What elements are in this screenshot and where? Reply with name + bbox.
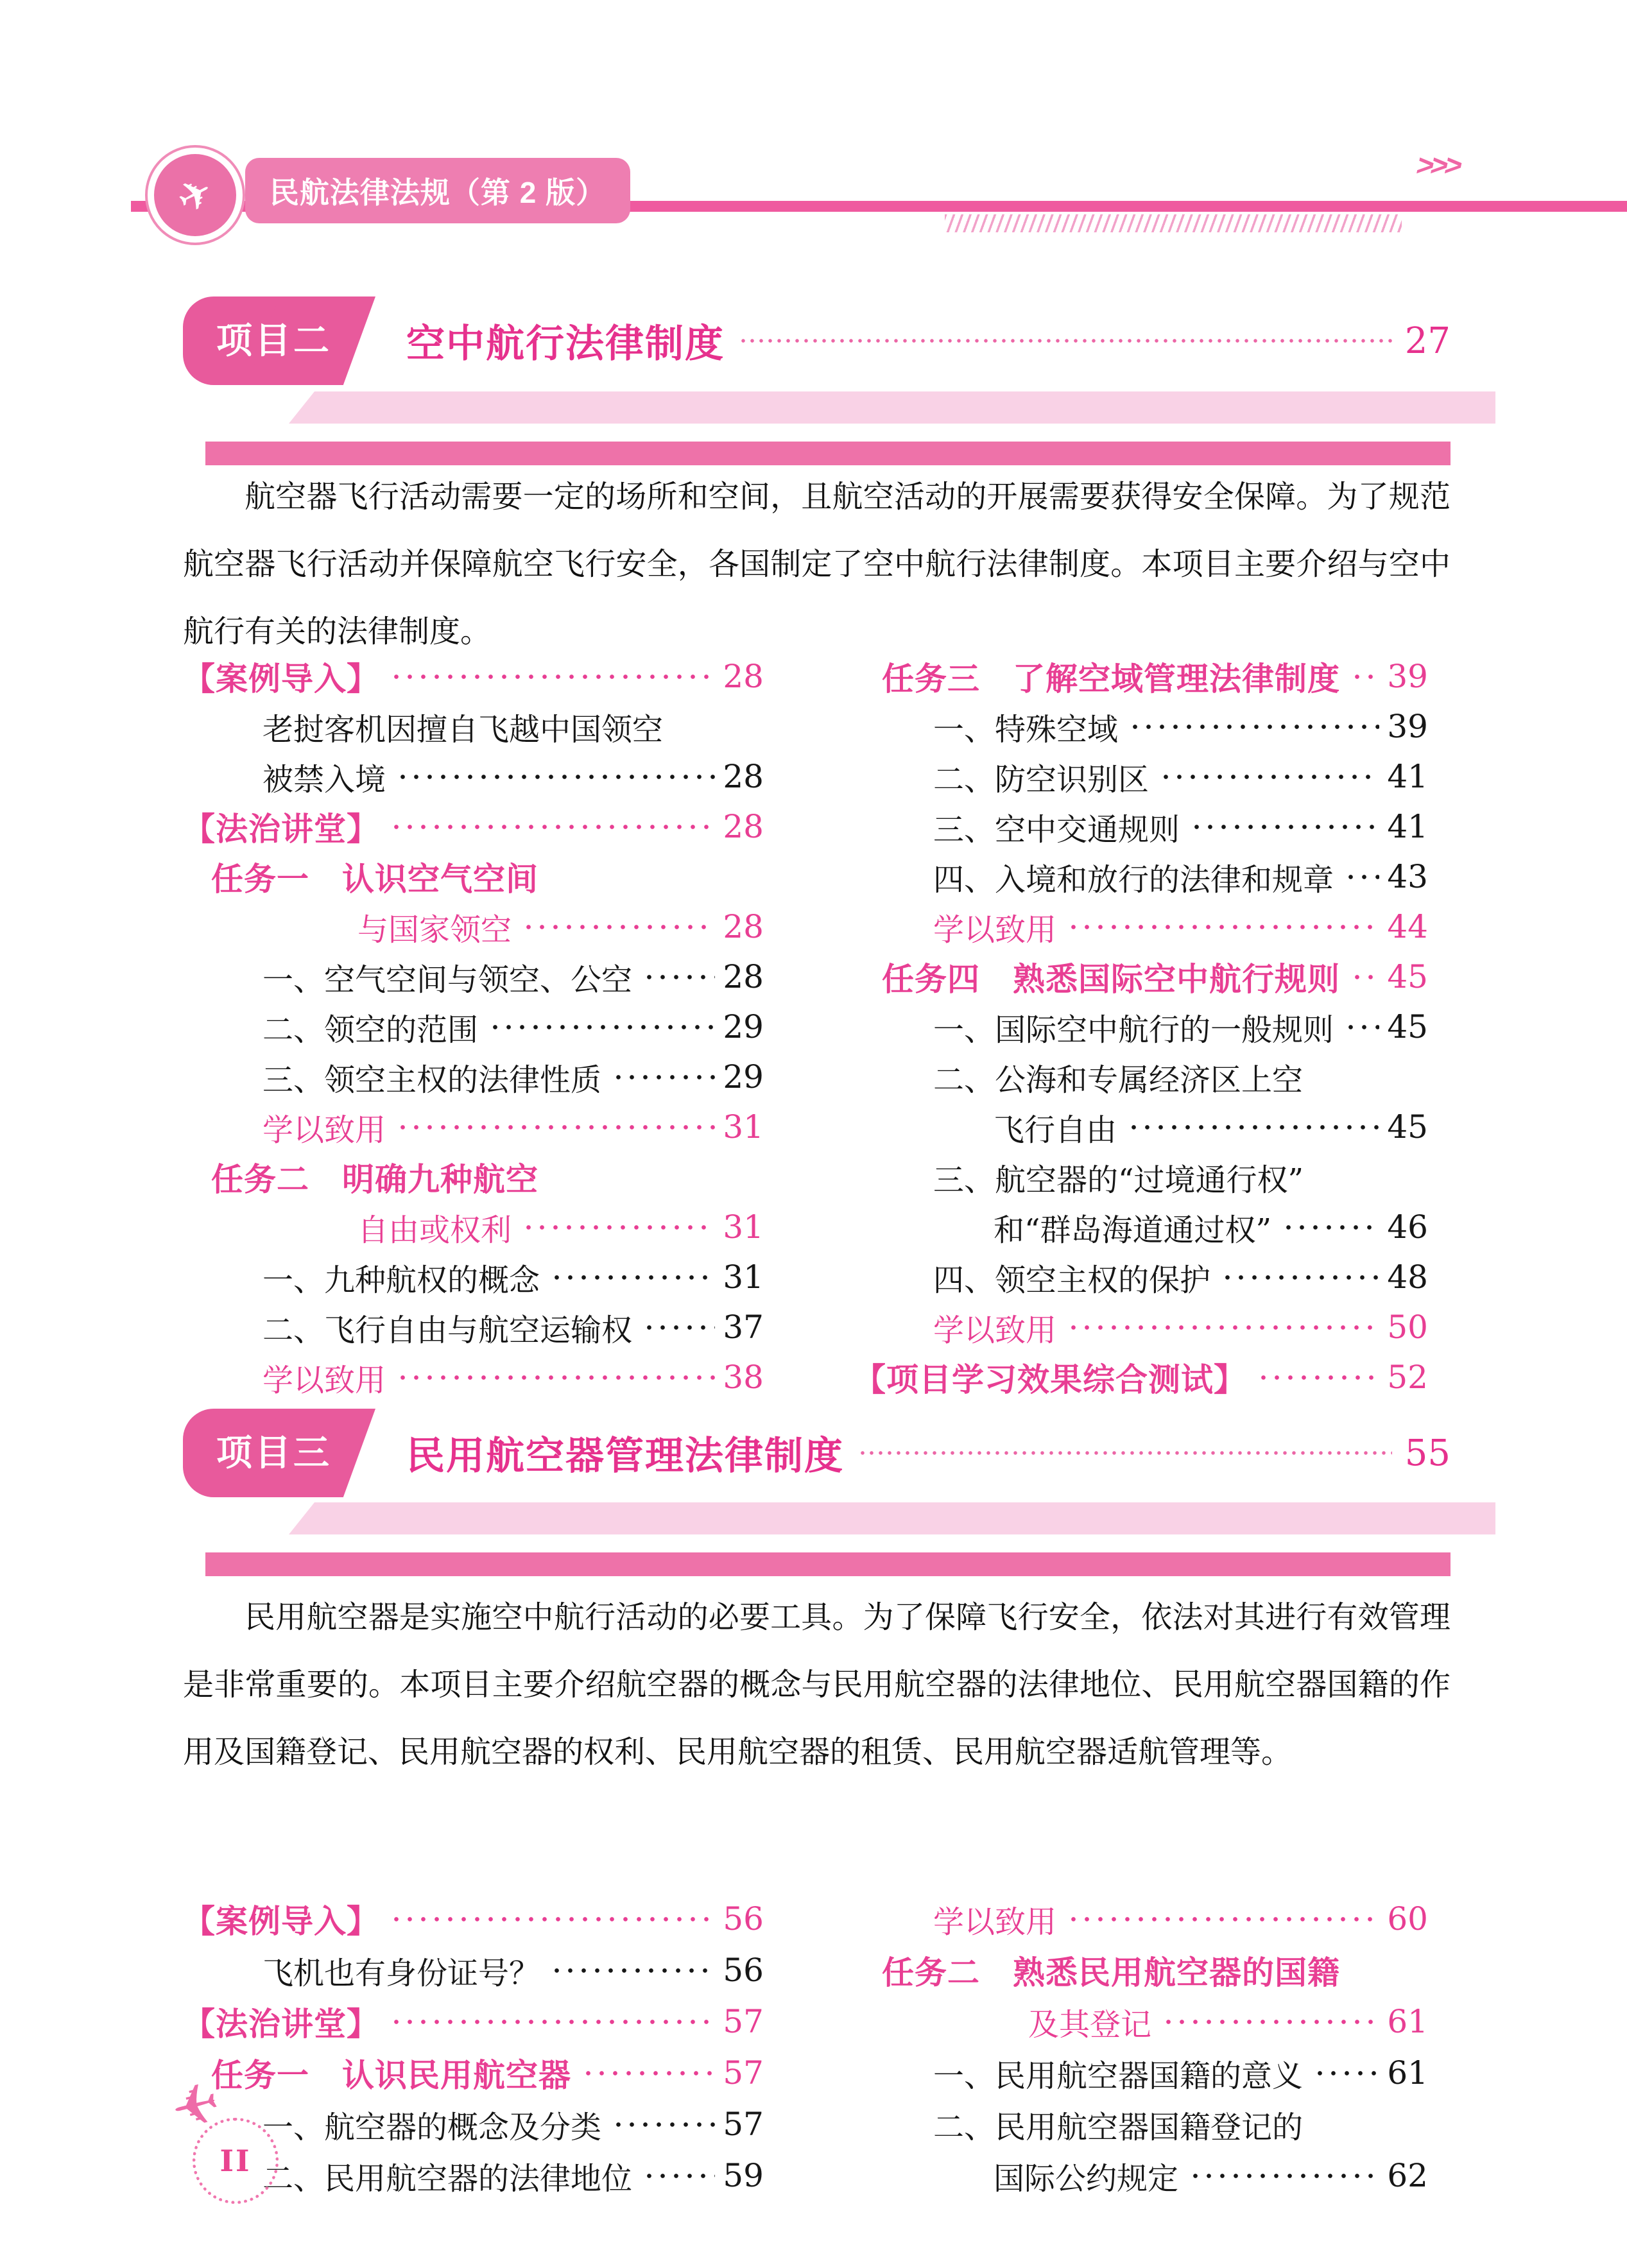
dot-leader <box>1219 1252 1379 1302</box>
toc-entry <box>854 1202 1428 1252</box>
project-badge <box>183 1409 377 1497</box>
dot-leader <box>1349 651 1379 701</box>
airplane-icon <box>170 169 220 221</box>
toc-grid <box>183 1893 1428 2201</box>
toc-entry <box>183 701 764 752</box>
toc-entry-page: 57 <box>723 2054 764 2092</box>
header-logo <box>145 145 245 245</box>
toc-entry-label: 一、特殊空域 <box>933 711 1119 748</box>
toc-entry-label: 三、空中交通规则 <box>933 811 1180 848</box>
toc-column-right <box>854 1893 1428 2201</box>
toc-entry-label: 三、航空器的“过境通行权” <box>933 1162 1304 1198</box>
toc-entry-page: 59 <box>723 2157 764 2194</box>
toc-entry <box>183 1302 764 1352</box>
toc-entry <box>854 1996 1428 2047</box>
dot-leader <box>521 1202 715 1252</box>
toc-entry-label: 和“群岛海道通过权” <box>994 1212 1272 1248</box>
toc-entry <box>854 1002 1428 1052</box>
toc-entry-page: 45 <box>1387 1108 1428 1146</box>
toc-entry <box>854 701 1428 752</box>
dot-leader <box>1065 1302 1379 1352</box>
toc-entry-page: 31 <box>723 1259 764 1296</box>
toc-entry-page: 28 <box>723 808 764 845</box>
decor-band-light <box>289 391 1495 424</box>
toc-column-left <box>183 651 764 1402</box>
toc-entry <box>854 1352 1428 1402</box>
toc-entry <box>854 1052 1428 1102</box>
toc-entry <box>183 752 764 802</box>
decor-bar <box>205 442 1451 465</box>
toc-entry-label: 学以致用 <box>933 1905 1057 1939</box>
toc-entry <box>854 1102 1428 1152</box>
header-logo-circle <box>154 154 236 236</box>
toc-entry-label: 【法治讲堂】 <box>183 811 379 847</box>
toc-entry-label: 二、防空识别区 <box>933 761 1149 798</box>
decor-band-light <box>289 1502 1495 1534</box>
toc-entry <box>183 1202 764 1252</box>
dot-leader <box>857 1409 1392 1497</box>
toc-entry <box>854 902 1428 952</box>
dot-leader <box>1187 2150 1379 2201</box>
toc-entry-label: 被禁入境 <box>263 761 386 798</box>
toc-entry <box>854 802 1428 852</box>
dot-leader <box>487 1002 715 1052</box>
toc-entry-page: 41 <box>1387 808 1428 845</box>
project-badge-label: 项目二 <box>216 320 332 361</box>
toc-entry-page: 43 <box>1387 858 1428 895</box>
section-intro: 航空器飞行活动需要一定的场所和空间，且航空活动的开展需要获得安全保障。为了规范航空器飞行活动并保障航空飞行安全，各国制定了空中航行法律制度。本项目主要介绍与空中航行有关的法律制度。 <box>183 479 1451 649</box>
dot-leader <box>1343 852 1379 902</box>
toc-entry <box>183 1152 764 1202</box>
toc-entry <box>854 2150 1428 2201</box>
dot-leader <box>1280 1202 1379 1252</box>
toc-entry-label: 一、航空器的概念及分类 <box>263 2109 602 2145</box>
toc-entry-label: 学以致用 <box>263 1113 386 1147</box>
toc-entry-label: 自由或权利 <box>357 1213 512 1248</box>
toc-entry <box>854 1893 1428 1945</box>
toc-entry <box>854 752 1428 802</box>
dot-leader <box>395 1102 715 1152</box>
section-intro: 民用航空器是实施空中航行活动的必要工具。为了保障飞行安全，依法对其进行有效管理是非常重要的。本项目主要介绍航空器的概念与民用航空器的法律地位、民用航空器国籍的作用及国籍登记、民用航空器的权利、民用航空器的租赁、民用航空器适航管理等。 <box>183 1599 1451 1770</box>
toc-entry-label: 【案例导入】 <box>183 1903 379 1939</box>
toc-entry-label: 三、领空主权的法律性质 <box>263 1061 602 1098</box>
section-banner <box>183 296 1451 385</box>
toc-entry-label: 老挝客机因擅自飞越中国领空 <box>263 711 664 748</box>
toc-entry <box>183 852 764 902</box>
decor-bar <box>205 1552 1451 1576</box>
dot-leader <box>610 1052 715 1102</box>
toc-entry <box>183 2047 764 2099</box>
toc-entry <box>854 1302 1428 1352</box>
toc-entry-label: 四、入境和放行的法律和规章 <box>933 861 1334 898</box>
toc-entry <box>183 1996 764 2047</box>
toc-entry-label: 二、民用航空器国籍登记的 <box>933 2109 1304 2145</box>
toc-entry-label: 任务二 熟悉民用航空器的国籍 <box>882 1955 1340 1991</box>
dot-leader <box>549 1945 715 1996</box>
toc-entry-page: 31 <box>723 1208 764 1246</box>
toc-entry-page: 28 <box>723 758 764 795</box>
toc-entry-label: 一、民用航空器国籍的意义 <box>933 2058 1304 2094</box>
toc-entry-page: 29 <box>723 1058 764 1095</box>
toc-entry-page: 37 <box>723 1309 764 1346</box>
toc-entry-label: 一、空气空间与领空、公空 <box>263 961 633 998</box>
section-title: 空中航行法律制度 <box>406 322 725 365</box>
toc-entry-page: 60 <box>1387 1900 1428 1937</box>
toc-entry-label: 飞行自由 <box>994 1112 1117 1148</box>
dot-leader <box>388 651 715 701</box>
toc-entry-label: 二、领空的范围 <box>263 1011 479 1048</box>
toc-entry-page: 39 <box>1387 658 1428 695</box>
dot-leader <box>395 1352 715 1402</box>
dot-leader <box>1160 1996 1379 2047</box>
toc-entry-page: 44 <box>1387 908 1428 945</box>
toc-entry-label: 学以致用 <box>933 1313 1057 1348</box>
section-title: 民用航空器管理法律制度 <box>406 1434 844 1477</box>
toc-entry-label: 任务四 熟悉国际空中航行规则 <box>882 961 1340 997</box>
header-hatch-pattern <box>945 214 1402 232</box>
toc-entry <box>854 1945 1428 1996</box>
dot-leader <box>1255 1352 1379 1402</box>
dot-leader <box>1312 2047 1379 2099</box>
toc-entry-label: 一、国际空中航行的一般规则 <box>933 1011 1334 1048</box>
section-page-number: 55 <box>1404 1432 1451 1474</box>
project-badge-label: 项目三 <box>216 1432 332 1473</box>
toc-entry-page: 57 <box>723 2106 764 2143</box>
page-number-circle <box>193 2118 279 2204</box>
toc-entry-page: 61 <box>1387 2054 1428 2092</box>
toc-entry-label: 飞机也有身份证号？ <box>263 1955 540 1991</box>
toc-entry-label: 【案例导入】 <box>183 661 379 697</box>
toc-entry-page: 31 <box>723 1108 764 1146</box>
dot-leader <box>388 1996 715 2047</box>
toc-entry <box>183 651 764 701</box>
toc-entry <box>854 2099 1428 2150</box>
toc-entry-label: 【项目学习效果综合测试】 <box>854 1362 1246 1398</box>
toc-entry-page: 56 <box>723 1900 764 1937</box>
dot-leader <box>1126 1102 1379 1152</box>
dot-leader <box>641 952 715 1002</box>
dot-leader <box>1189 802 1379 852</box>
section-page-number: 27 <box>1404 320 1451 362</box>
toc-entry-label: 及其登记 <box>1028 2007 1152 2042</box>
toc-entry-page: 38 <box>723 1359 764 1396</box>
toc-entry-label: 一、九种航权的概念 <box>263 1262 540 1298</box>
toc-entry-page: 61 <box>1387 2003 1428 2040</box>
toc-entry-label: 与国家领空 <box>357 913 512 947</box>
toc-entry <box>183 952 764 1002</box>
project-badge <box>183 296 377 385</box>
page-number: II <box>220 2143 252 2178</box>
toc-entry-page: 45 <box>1387 1008 1428 1045</box>
dot-leader <box>1065 902 1379 952</box>
dot-leader <box>580 2047 715 2099</box>
toc-entry-label: 【法治讲堂】 <box>183 2006 379 2042</box>
toc-entry <box>183 902 764 952</box>
toc-entry-page: 45 <box>1387 958 1428 995</box>
dot-leader <box>388 802 715 852</box>
dot-leader <box>521 902 715 952</box>
dot-leader <box>1349 952 1379 1002</box>
toc-entry <box>854 852 1428 902</box>
toc-entry-label: 任务一 认识空气空间 <box>211 861 538 897</box>
toc-entry-page: 28 <box>723 958 764 995</box>
toc-column-right <box>854 651 1428 1402</box>
toc-entry-page: 39 <box>1387 708 1428 745</box>
toc-entry-page: 52 <box>1387 1359 1428 1396</box>
chevrons-decoration: >>> <box>1413 148 1463 182</box>
toc-entry-label: 任务一 认识民用航空器 <box>211 2058 571 2093</box>
toc-entry-page: 28 <box>723 658 764 695</box>
toc-entry-page: 29 <box>723 1008 764 1045</box>
dot-leader <box>549 1252 715 1302</box>
dot-leader <box>641 2150 715 2201</box>
toc-entry-page: 28 <box>723 908 764 945</box>
toc-entry <box>183 1352 764 1402</box>
toc-entry-page: 46 <box>1387 1208 1428 1246</box>
toc-entry-label: 任务二 明确九种航空 <box>211 1162 538 1198</box>
dot-leader <box>641 1302 715 1352</box>
toc-entry <box>183 1893 764 1945</box>
toc-entry-label: 二、民用航空器的法律地位 <box>263 2160 633 2197</box>
toc-entry-label: 任务三 了解空域管理法律制度 <box>882 661 1340 697</box>
toc-entry <box>854 1152 1428 1202</box>
toc-entry-page: 41 <box>1387 758 1428 795</box>
toc-grid <box>183 651 1428 1402</box>
toc-entry <box>854 952 1428 1002</box>
toc-entry-label: 学以致用 <box>933 913 1057 947</box>
toc-entry-page: 62 <box>1387 2157 1428 2194</box>
dot-leader <box>1127 701 1379 752</box>
toc-entry-label: 二、飞行自由与航空运输权 <box>263 1312 633 1348</box>
toc-entry-page: 57 <box>723 2003 764 2040</box>
toc-entry <box>183 1252 764 1302</box>
toc-entry <box>854 651 1428 701</box>
book-title-banner <box>245 158 630 223</box>
book-title: 民航法律法规（第 2 版） <box>269 176 607 209</box>
dot-leader <box>737 296 1392 385</box>
dot-leader <box>1343 1002 1379 1052</box>
dot-leader <box>1158 752 1379 802</box>
toc-entry <box>183 1102 764 1152</box>
dot-leader <box>395 752 715 802</box>
dot-leader <box>388 1893 715 1945</box>
toc-entry-label: 二、公海和专属经济区上空 <box>933 1061 1304 1098</box>
toc-entry <box>854 1252 1428 1302</box>
section-banner <box>183 1409 1451 1497</box>
toc-entry <box>183 1945 764 1996</box>
toc-entry <box>183 802 764 852</box>
toc-entry-label: 国际公约规定 <box>994 2160 1179 2197</box>
dot-leader <box>610 2099 715 2150</box>
toc-entry <box>183 1052 764 1102</box>
toc-entry-label: 学以致用 <box>263 1363 386 1398</box>
toc-entry <box>854 2047 1428 2099</box>
toc-entry-page: 50 <box>1387 1309 1428 1346</box>
toc-entry-label: 四、领空主权的保护 <box>933 1262 1211 1298</box>
toc-entry-page: 56 <box>723 1952 764 1989</box>
toc-entry <box>183 1002 764 1052</box>
toc-entry-page: 48 <box>1387 1259 1428 1296</box>
dot-leader <box>1065 1893 1379 1945</box>
